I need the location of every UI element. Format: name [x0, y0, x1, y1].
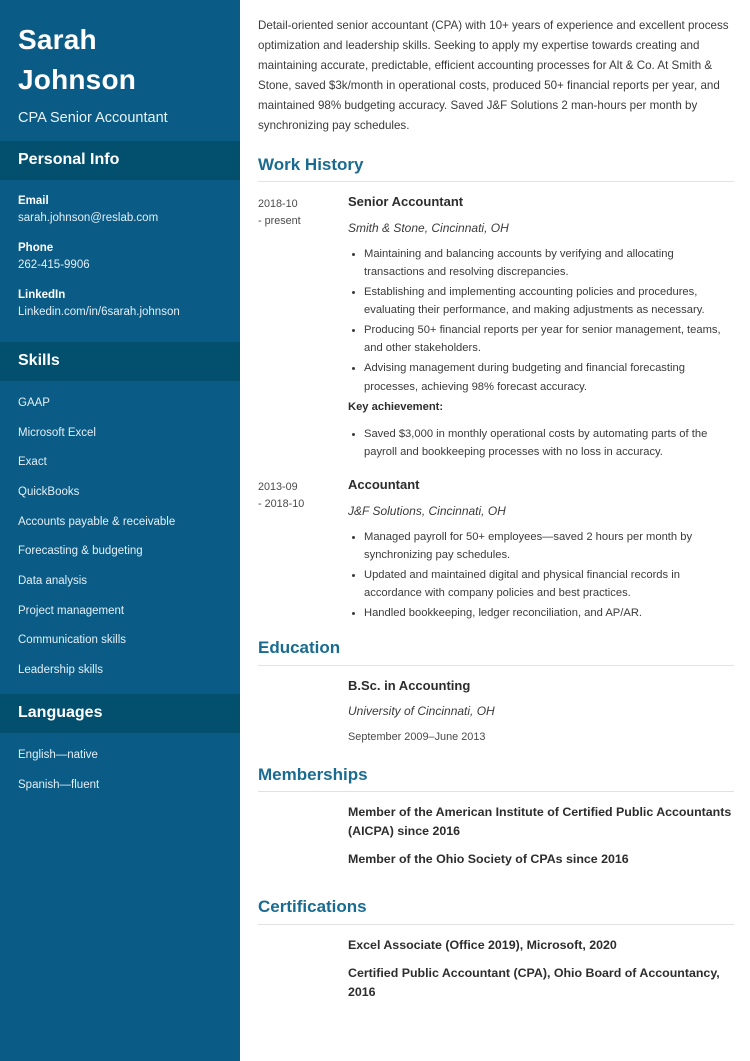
work-entry [258, 193, 734, 463]
section-heading-education: Education [258, 638, 341, 658]
contact-label-phone: Phone [18, 242, 54, 255]
education-entry-spacer [258, 677, 348, 746]
certification-text: Certified Public Accountant (CPA), Ohio Board of Accountancy, 2016 [348, 965, 720, 1000]
education-dates: September 2009–June 2013 [348, 731, 486, 744]
section-education [258, 637, 734, 745]
certification-spacer [258, 936, 348, 955]
sidebar-section-personal-info-heading: Personal Info [0, 141, 240, 180]
skill-item: QuickBooks [18, 486, 80, 499]
skill-item: Communication skills [18, 634, 127, 647]
work-entry-role: Senior Accountant [348, 193, 464, 209]
work-bullet: • Updated and maintained digital and physical financial records in accordance with company policies and best practices. [364, 566, 734, 602]
certification-item [258, 936, 734, 955]
education-institution: University of Cincinnati, OH [348, 704, 495, 719]
work-entry-organization: Smith & Stone, Cincinnati, OH [348, 220, 509, 235]
work-bullet: • Handled bookkeeping, ledger reconciliation, and AP/AR. [364, 604, 734, 622]
membership-text: Member of the Ohio Society of CPAs since 2016 [348, 852, 629, 867]
skill-item: Leadership skills [18, 664, 104, 677]
work-bullet: • Advising management during budgeting and financial forecasting processes, achieving 98% forecast accuracy. [364, 359, 734, 395]
first-name: Sarah [18, 24, 97, 55]
contact-value-linkedin[interactable]: Linkedin.com/in/6sarah.johnson [18, 305, 180, 318]
education-entry-body [348, 677, 734, 746]
contact-value-email[interactable]: sarah.johnson@reslab.com [18, 212, 159, 225]
work-bullet: • Establishing and implementing accounting policies and procedures, evaluating their performance, and making adjustments as necessary. [364, 283, 734, 319]
section-divider [258, 181, 734, 182]
work-entry-date-end: - present [258, 215, 301, 228]
main-content [240, 0, 750, 1061]
work-entry-dates [258, 193, 348, 463]
skill-item: GAAP [18, 397, 50, 410]
section-heading-work-history: Work History [258, 154, 364, 174]
work-entry-body [348, 193, 734, 463]
section-work-history [258, 154, 734, 625]
language-item: Spanish—fluent [18, 778, 100, 791]
work-entry-date-start: 2013-09 [258, 480, 298, 493]
education-degree: B.Sc. in Accounting [348, 677, 471, 693]
section-heading-memberships: Memberships [258, 764, 368, 784]
key-achievement-bullet: • Saved $3,000 in monthly operational costs by automating parts of the payroll and bookkeeping processes with no loss in accuracy. [364, 425, 734, 461]
personal-info-list [0, 180, 240, 342]
skill-item: Microsoft Excel [18, 426, 96, 439]
work-entry-bullets [348, 528, 734, 623]
contact-label-email: Email [18, 195, 49, 208]
contact-label-linkedin: LinkedIn [18, 289, 66, 302]
work-entry-bullets [348, 245, 734, 396]
certification-item [258, 964, 734, 1002]
skills-list [0, 381, 240, 694]
section-divider [258, 665, 734, 666]
key-achievement-label: Key achievement: [348, 400, 444, 413]
section-spacer [258, 878, 734, 892]
work-entry-dates [258, 476, 348, 625]
work-entry-organization: J&F Solutions, Cincinnati, OH [348, 503, 506, 518]
languages-list [0, 733, 240, 814]
skill-item: Exact [18, 456, 47, 469]
key-achievement-bullets [348, 425, 734, 461]
membership-item [258, 803, 734, 841]
section-divider [258, 791, 734, 792]
certification-spacer [258, 964, 348, 1002]
skill-item: Forecasting & budgeting [18, 545, 143, 558]
skill-item: Project management [18, 604, 125, 617]
work-entry-role: Accountant [348, 476, 420, 492]
section-heading-certifications: Certifications [258, 897, 367, 917]
work-bullet: • Producing 50+ financial reports per year for senior management, teams, and other stakeholders. [364, 321, 734, 357]
skill-item: Accounts payable & receivable [18, 515, 176, 528]
sidebar [0, 0, 240, 1061]
contact-item-linkedin [18, 287, 222, 321]
sidebar-section-languages-heading: Languages [0, 694, 240, 733]
language-item: English—native [18, 748, 98, 761]
membership-spacer [258, 850, 348, 869]
section-certifications [258, 896, 734, 1002]
skill-item: Data analysis [18, 575, 88, 588]
membership-text: Member of the American Institute of Certified Public Accountants (AICPA) since 2016 [348, 804, 732, 839]
membership-spacer [258, 803, 348, 841]
last-name: Johnson [18, 63, 137, 95]
contact-item-email [18, 193, 222, 227]
work-entry-date-start: 2018-10 [258, 197, 298, 210]
work-entry-date-end: - 2018-10 [258, 498, 305, 511]
membership-item [258, 850, 734, 869]
work-bullet: • Maintaining and balancing accounts by verifying and allocating transactions and resolving discrepancies. [364, 245, 734, 281]
work-entry [258, 476, 734, 625]
certification-text: Excel Associate (Office 2019), Microsoft, 2020 [348, 937, 617, 952]
name-block [0, 0, 240, 141]
work-bullet: • Managed payroll for 50+ employees—saved 2 hours per month by synchronizing pay schedules. [364, 528, 734, 564]
job-title: CPA Senior Accountant [18, 109, 168, 126]
contact-item-phone [18, 240, 222, 274]
sidebar-section-skills-heading: Skills [0, 342, 240, 381]
section-divider [258, 924, 734, 925]
work-entry-body [348, 476, 734, 625]
professional-summary: Detail-oriented senior accountant (CPA) with 10+ years of experience and excellent process optimization and leadership skills. Seeking to apply my expertise towards creating and maintaining accurate, predictable, efficient accounting processes for Alt & Co. At Smith & Stone, saved $3k/month in operational costs, produced 50+ financial reports per year, and maintained 98% budgeting accuracy. Saved J&F Solutions 2 man-hours per month by synchronizing pay schedules. [258, 19, 729, 132]
contact-value-phone[interactable]: 262-415-9906 [18, 258, 90, 271]
education-entry [258, 677, 734, 746]
section-memberships [258, 764, 734, 893]
